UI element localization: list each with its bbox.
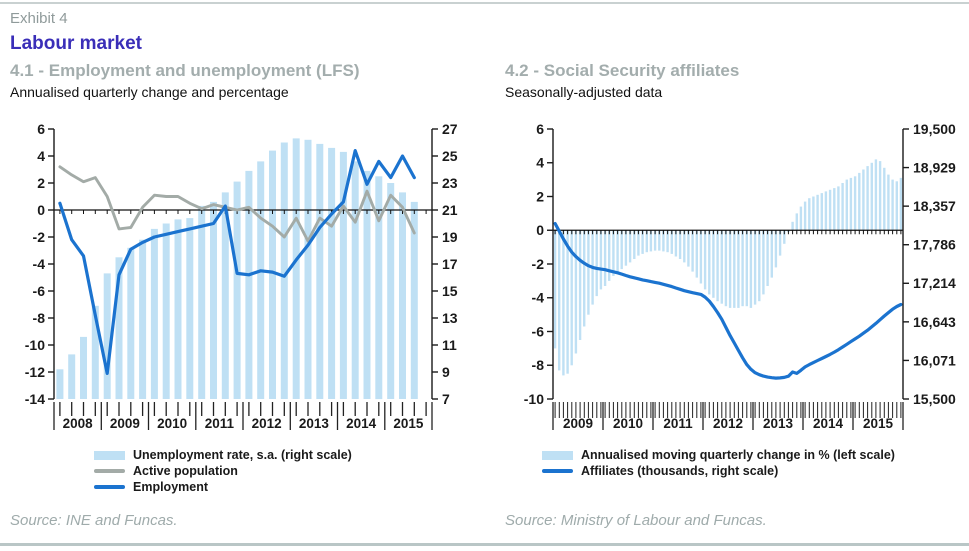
legend-label: Unemployment rate, s.a. (right scale): [133, 448, 352, 462]
legend-item-active-population: [94, 463, 488, 479]
year-label: 2008: [62, 416, 93, 431]
line-swatch-icon: [542, 469, 573, 473]
svg-text:16,071: 16,071: [913, 352, 956, 369]
employment-unemployment-chart: [10, 117, 488, 439]
chart-4-1-heading: 4.1 - Employment and unemployment (LFS): [10, 61, 360, 80]
legend-label: Affiliates (thousands, right scale): [581, 464, 779, 478]
svg-text:18,357: 18,357: [913, 198, 956, 215]
top-rule: [0, 2, 969, 4]
page-title: Labour market: [10, 33, 142, 54]
svg-text:7: 7: [442, 390, 450, 407]
svg-text:-14: -14: [24, 390, 45, 407]
bar-swatch-icon: [542, 451, 573, 460]
bar-swatch-icon: [94, 451, 125, 460]
year-label: 2015: [393, 416, 424, 431]
bottom-rule: [0, 543, 969, 546]
svg-text:18,929: 18,929: [913, 159, 956, 176]
year-label: 2010: [612, 416, 644, 431]
svg-text:6: 6: [37, 120, 45, 137]
line-swatch-icon: [94, 469, 125, 473]
year-label: 2014: [346, 416, 377, 431]
svg-text:13: 13: [442, 309, 458, 326]
svg-text:-6: -6: [32, 282, 45, 299]
x-axis-band: [553, 402, 903, 431]
svg-text:-4: -4: [32, 255, 45, 272]
svg-text:6: 6: [536, 120, 544, 137]
legend-item-annualised-moving-quarterly-change-in-left-scale: [542, 447, 969, 463]
chart-section-4-1: [10, 60, 488, 495]
svg-text:27: 27: [442, 120, 458, 137]
zero-line: [553, 230, 903, 234]
legend-item-employment: [94, 479, 488, 495]
legend-label: Annualised moving quarterly change in % (left scale): [581, 448, 895, 462]
year-label: 2009: [562, 416, 594, 431]
chart-4-2-legend: [505, 447, 969, 479]
svg-text:19: 19: [442, 228, 458, 245]
svg-text:17: 17: [442, 255, 458, 272]
svg-text:-8: -8: [32, 309, 45, 326]
svg-text:-12: -12: [24, 363, 45, 380]
svg-text:17,786: 17,786: [913, 236, 956, 253]
line-swatch-icon: [94, 485, 125, 489]
exhibit-label: Exhibit 4: [10, 10, 68, 27]
svg-text:2: 2: [37, 174, 45, 191]
chart-4-2-canvas: [505, 117, 967, 439]
svg-text:0: 0: [37, 201, 45, 218]
year-label: 2014: [812, 416, 844, 431]
chart-section-4-2: [505, 60, 969, 479]
chart-4-2-subtitle: Seasonally-adjusted data: [505, 84, 663, 100]
legend-item-affiliates-thousands-right-scale: [542, 463, 969, 479]
svg-text:-2: -2: [531, 255, 544, 272]
svg-text:15: 15: [442, 282, 458, 299]
chart-4-1-legend: [10, 447, 488, 495]
svg-text:0: 0: [536, 222, 544, 239]
source-note-4-1: Source: INE and Funcas.: [10, 512, 178, 529]
year-label: 2013: [298, 416, 329, 431]
svg-text:17,214: 17,214: [913, 275, 956, 292]
year-label: 2012: [712, 416, 744, 431]
year-label: 2013: [762, 416, 794, 431]
svg-text:15,500: 15,500: [913, 390, 956, 407]
year-label: 2009: [109, 416, 140, 431]
svg-text:2: 2: [536, 188, 544, 205]
year-label: 2010: [157, 416, 188, 431]
year-label: 2011: [663, 416, 693, 431]
svg-text:23: 23: [442, 174, 458, 191]
chart-4-1-canvas: [10, 117, 472, 439]
svg-text:25: 25: [442, 147, 458, 164]
social-security-affiliates-chart: [505, 117, 969, 439]
svg-text:19,500: 19,500: [913, 120, 956, 137]
x-axis-band: [54, 402, 432, 431]
svg-text:-8: -8: [531, 357, 544, 374]
svg-text:-6: -6: [531, 323, 544, 340]
svg-text:16,643: 16,643: [913, 313, 956, 330]
affiliates-thousands-right-scale-line: [555, 224, 901, 379]
year-label: 2011: [204, 416, 235, 431]
year-label: 2015: [862, 416, 894, 431]
chart-4-2-heading: 4.2 - Social Security affiliates: [505, 61, 740, 80]
year-label: 2012: [251, 416, 282, 431]
svg-text:-4: -4: [531, 289, 544, 306]
legend-item-unemployment-rate-s-a-right-scale: [94, 447, 488, 463]
chart-4-1-subtitle: Annualised quarterly change and percentage: [10, 84, 289, 100]
svg-text:4: 4: [37, 147, 45, 164]
svg-text:11: 11: [442, 336, 457, 353]
svg-text:21: 21: [442, 201, 458, 218]
legend-label: Active population: [133, 464, 238, 478]
source-note-4-2: Source: Ministry of Labour and Funcas.: [505, 512, 767, 529]
svg-text:4: 4: [536, 154, 544, 171]
svg-text:-10: -10: [523, 390, 544, 407]
svg-text:9: 9: [442, 363, 450, 380]
legend-label: Employment: [133, 480, 209, 494]
svg-text:-10: -10: [24, 336, 45, 353]
svg-text:-2: -2: [32, 228, 45, 245]
